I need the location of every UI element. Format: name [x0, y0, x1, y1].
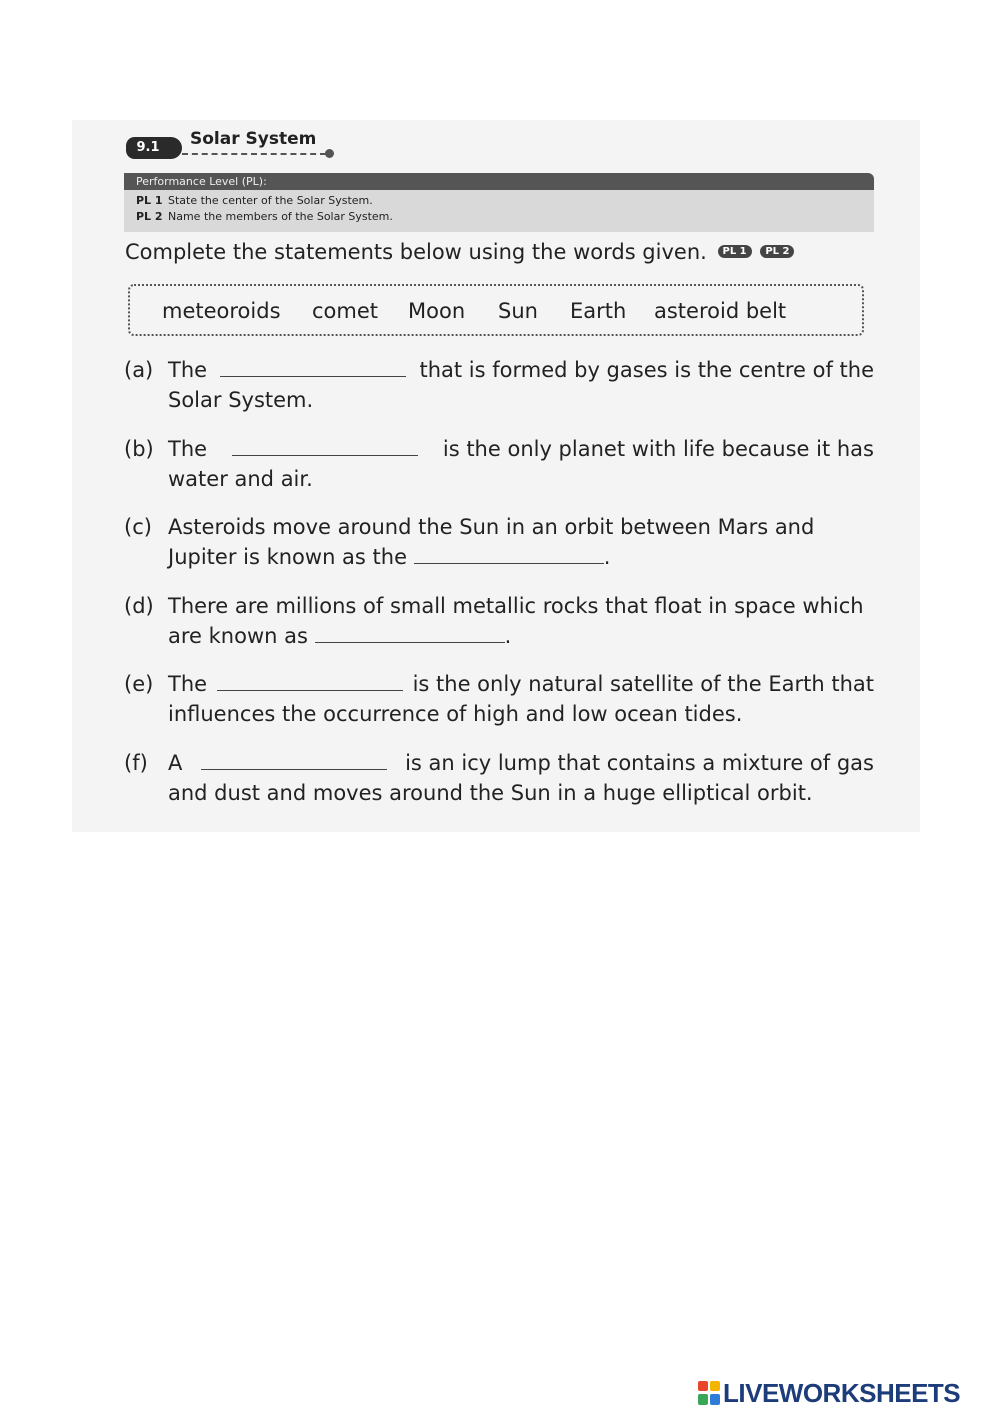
- question-label: (c): [124, 515, 152, 539]
- question-label: (e): [124, 672, 154, 696]
- answer-blank-c[interactable]: [414, 545, 604, 564]
- question-line: Solar System.: [168, 388, 314, 412]
- question-line: The that is formed by gases is the centre of the: [168, 358, 874, 382]
- performance-level-1: PL 1 State the center of the Solar System.: [136, 194, 373, 207]
- answer-blank-e[interactable]: [217, 672, 403, 691]
- word-bank: [128, 284, 864, 336]
- question-line: are known as .: [168, 624, 512, 648]
- section-title: Solar System: [190, 129, 317, 149]
- performance-heading: Performance Level (PL):: [124, 173, 874, 190]
- answer-blank-f[interactable]: [201, 751, 387, 770]
- question-label: (b): [124, 437, 154, 461]
- answer-blank-d[interactable]: [315, 624, 505, 643]
- instruction-text: Complete the statements below using the words given.: [125, 240, 707, 264]
- question-line: Asteroids move around the Sun in an orbit between Mars and: [168, 515, 815, 539]
- liveworksheets-icon: [697, 1380, 721, 1406]
- pl2-tag: PL 2: [760, 245, 794, 258]
- question-line: water and air.: [168, 467, 313, 491]
- section-badge: 9.1: [126, 137, 182, 159]
- question-label: (d): [124, 594, 154, 618]
- title-divider-dot: [325, 149, 334, 158]
- instruction: [125, 240, 794, 264]
- question-line: Jupiter is known as the .: [168, 545, 611, 569]
- question-line: influences the occurrence of high and low ocean tides.: [168, 702, 743, 726]
- word-sun: Sun: [498, 299, 538, 323]
- word-earth: Earth: [570, 299, 627, 323]
- word-asteroid-belt: asteroid belt: [654, 299, 787, 323]
- word-comet: comet: [312, 299, 379, 323]
- performance-level-2: PL 2 Name the members of the Solar System.: [136, 210, 393, 223]
- word-meteoroids: meteoroids: [162, 299, 281, 323]
- brand-name: LIVEWORKSHEETS: [723, 1378, 961, 1408]
- performance-levels: [124, 190, 874, 232]
- word-moon: Moon: [408, 299, 466, 323]
- question-line: and dust and moves around the Sun in a huge elliptical orbit.: [168, 781, 813, 805]
- question-line: The is the only natural satellite of the Earth that: [168, 672, 874, 696]
- question-label: (f): [124, 751, 148, 775]
- question-line: A is an icy lump that contains a mixture of gas: [168, 751, 874, 775]
- title-divider: [182, 153, 326, 155]
- answer-blank-a[interactable]: [220, 358, 406, 377]
- answer-blank-b[interactable]: [232, 437, 418, 456]
- pl1-tag: PL 1: [718, 245, 752, 258]
- question-label: (a): [124, 358, 154, 382]
- question-line: There are millions of small metallic rocks that float in space which: [168, 594, 864, 618]
- question-line: The is the only planet with life because it has: [168, 437, 874, 461]
